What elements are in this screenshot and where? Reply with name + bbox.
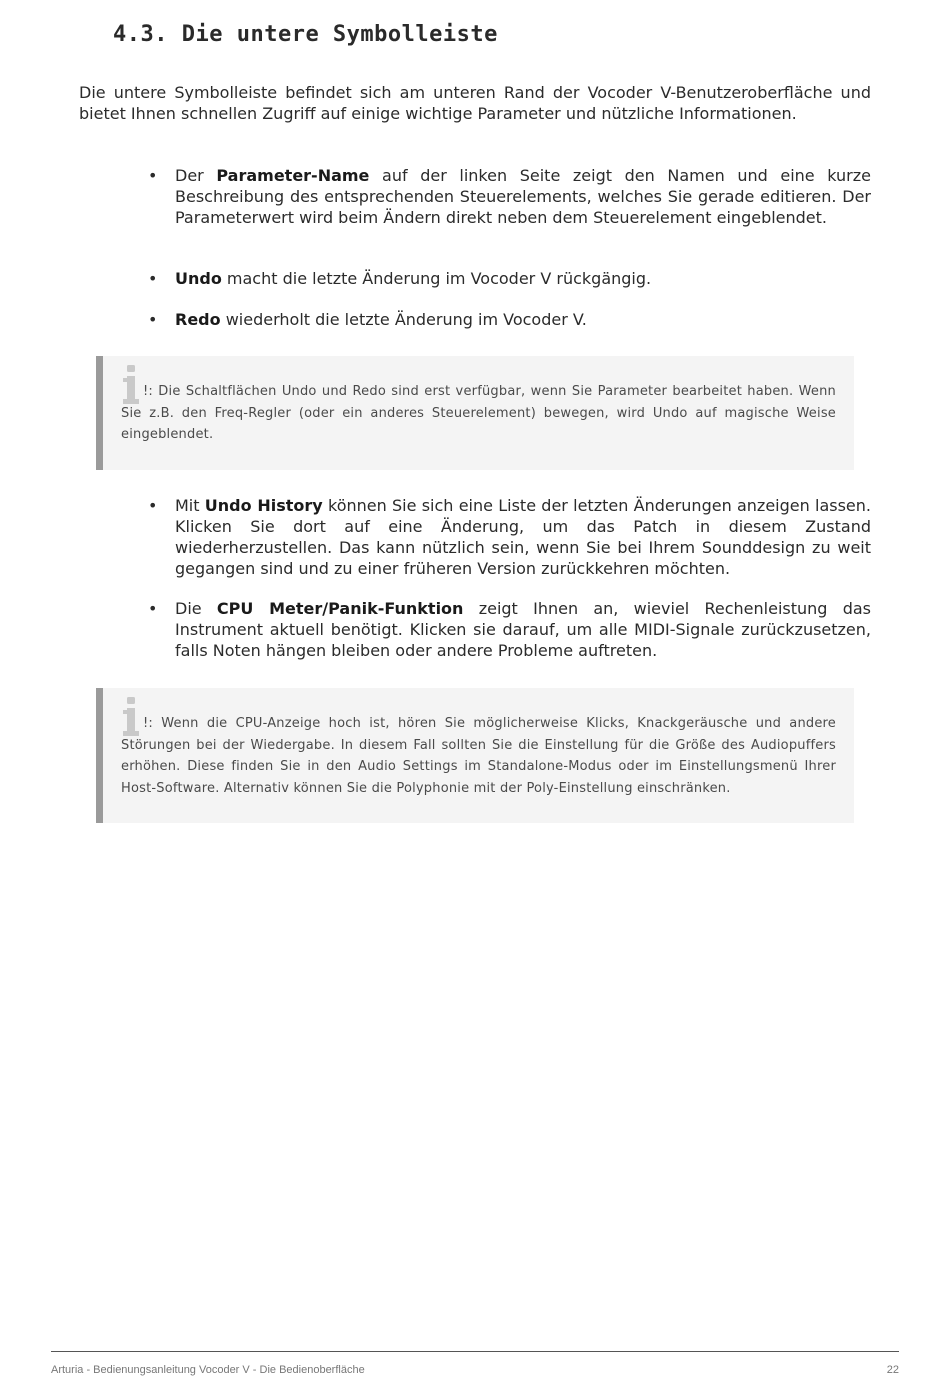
bullet-icon: • [148,496,158,515]
term-undo-history: Undo History [204,496,323,515]
footer-divider [51,1351,899,1352]
list-item: • Redo wiederholt die letzte Änderung im Vocoder V. [148,310,587,329]
intro-paragraph: Die untere Symbolleiste befindet sich am unteren Rand der Vocoder V-Benutzeroberfläche und bietet Ihnen schnellen Zugriff auf einige wichtige Parameter und nützliche Informationen. [79,83,871,123]
term-cpu-meter: CPU Meter/Panik-Funktion [216,599,464,618]
list-item: • Der Parameter-Name auf der linken Seite zeigt den Namen und eine kurze Beschreibung des entsprechenden Steuerelements, welches Sie gerade editieren. Der Parameterwert wird beim Ändern direkt neben dem Steuerelement eingeblendet. [148,166,871,227]
bullet-icon: • [148,310,158,329]
term-undo: Undo [175,269,222,288]
info-note-undo-redo [96,356,854,470]
bullet-icon: • [148,166,158,185]
list-item: • Die CPU Meter/Panik-Funktion zeigt Ihnen an, wieviel Rechenleistung das Instrument aktuell benötigt. Klicken sie darauf, um alle MIDI-Signale zurückzusetzen, falls Noten hängen bleiben oder andere Probleme auftreten. [148,599,872,660]
list-item: • Undo macht die letzte Änderung im Vocoder V rückgängig. [148,269,652,288]
note-text: !: Die Schaltflächen Undo und Redo sind erst verfügbar, wenn Sie Parameter bearbeitet haben. Wenn Sie z.B. den Freq-Regler (oder ein anderes Steuerelement) bewegen, wird Undo auf magische Weise eingeblendet. [121,384,836,442]
section-heading: Die untere Symbolleiste [181,22,498,47]
info-note-cpu [96,688,854,823]
section-number: 4.3. [113,22,168,47]
page-number: 22 [886,1364,899,1376]
term-redo: Redo [175,310,221,329]
footer-title: Arturia - Bedienungsanleitung Vocoder V - Die Bedienoberfläche [51,1364,365,1376]
section-title [113,22,498,47]
term-parameter-name: Parameter-Name [216,166,370,185]
bullet-icon: • [148,599,158,618]
list-item: • Mit Undo History können Sie sich eine Liste der letzten Änderungen anzeigen lassen. Klicken Sie dort auf eine Änderung, um das Patch in diesem Zustand wiederherzustellen. Das kann nützlich sein, wenn Sie bei Ihrem Sounddesign zu weit gegangen sind und zu einer früheren Version zurückkehren möchten. [148,496,871,578]
bullet-icon: • [148,269,158,288]
note-text: !: Wenn die CPU-Anzeige hoch ist, hören Sie möglicherweise Klicks, Knackgeräusche und andere Störungen bei der Wiedergabe. In diesem Fall sollten Sie die Einstellung für die Größe des Audiopuffers erhöhen. Diese finden Sie in den Audio Settings im Standalone-Modus oder im Einstellungsmenü Ihrer Host-Software. Alternativ können Sie die Polyphonie mit der Poly-Einstellung einschränken. [121,716,836,796]
